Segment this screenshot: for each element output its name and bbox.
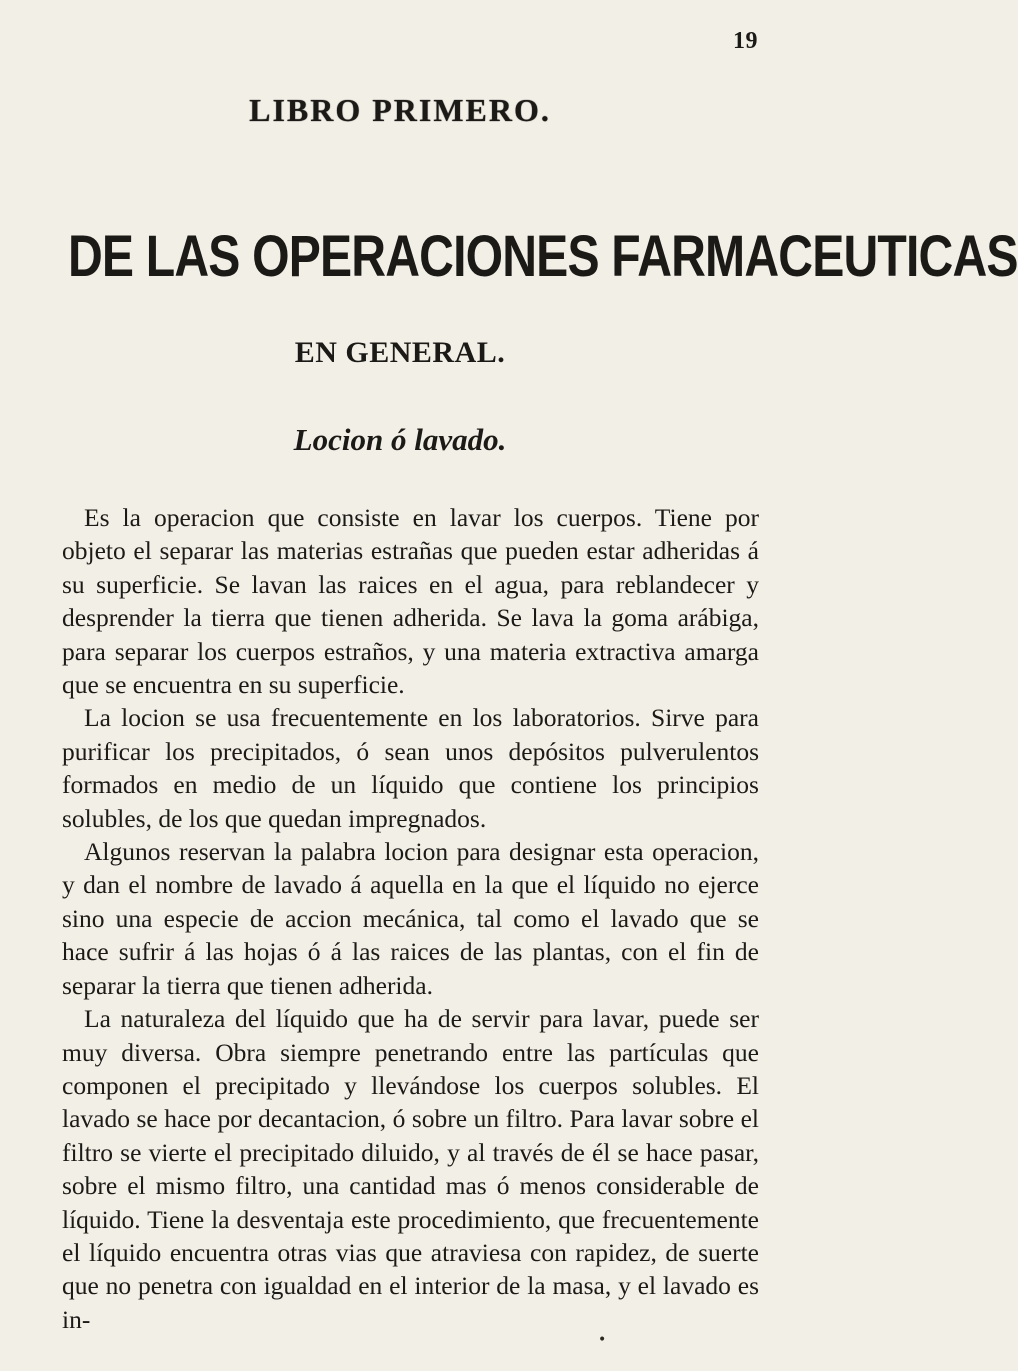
chapter-title: DE LAS OPERACIONES FARMACEUTICAS [68, 224, 1018, 289]
paragraph-4: La naturaleza del líquido que ha de servir para lavar, puede ser muy diversa. Obra siempre penetrando entre las partículas que componen el precipitado y llevándose los cuerpos solubles. El lavado se hace por decantacion, ó sobre un filtro. Para lavar sobre el filtro se vierte el precipitado diluido, y al través de él se hace pasar, sobre el mismo filtro, una cantidad mas ó menos considerable de líquido. Tiene la desventaja este procedimiento, que frecuentemente el líquido encuentra otras vias que atraviesa con rapidez, de suerte que no penetra con igualdad en el interior de la masa, y el lavado es in- [62, 1004, 759, 1334]
section-heading: Locion ó lavado. [293, 422, 507, 457]
printer-mark: • [598, 1332, 607, 1348]
page-number: 19 [733, 28, 758, 54]
book-heading-text: LIBRO PRIMERO. [249, 92, 551, 128]
body-text [62, 501, 759, 1336]
paragraph-3: Algunos reservan la palabra locion para designar esta operacion, y dan el nombre de lavado á aquella en la que el líquido no ejerce sino una especie de accion mecánica, tal como el lavado que se hace sufrir á las hojas ó á las raices de las plantas, con el fin de separar la tierra que tienen adherida. [62, 837, 759, 1000]
chapter-subtitle: EN GENERAL. [294, 336, 506, 369]
paragraph-2: La locion se usa frecuentemente en los laboratorios. Sirve para purificar los precipitados, ó sean unos depósitos pulverulentos formados en medio de un líquido que contiene los principios solubles, de los que quedan impregnados. [62, 703, 759, 833]
paragraph-1: Es la operacion que consiste en lavar los cuerpos. Tiene por objeto el separar las materias estrañas que pueden estar adheridas á su superficie. Se lavan las raices en el agua, para reblandecer y desprender la tierra que tienen adherida. Se lava la goma arábiga, para separar los cuerpos estraños, y una materia extractiva amarga que se encuentra en su superficie. [62, 503, 759, 700]
book-heading [0, 92, 800, 129]
